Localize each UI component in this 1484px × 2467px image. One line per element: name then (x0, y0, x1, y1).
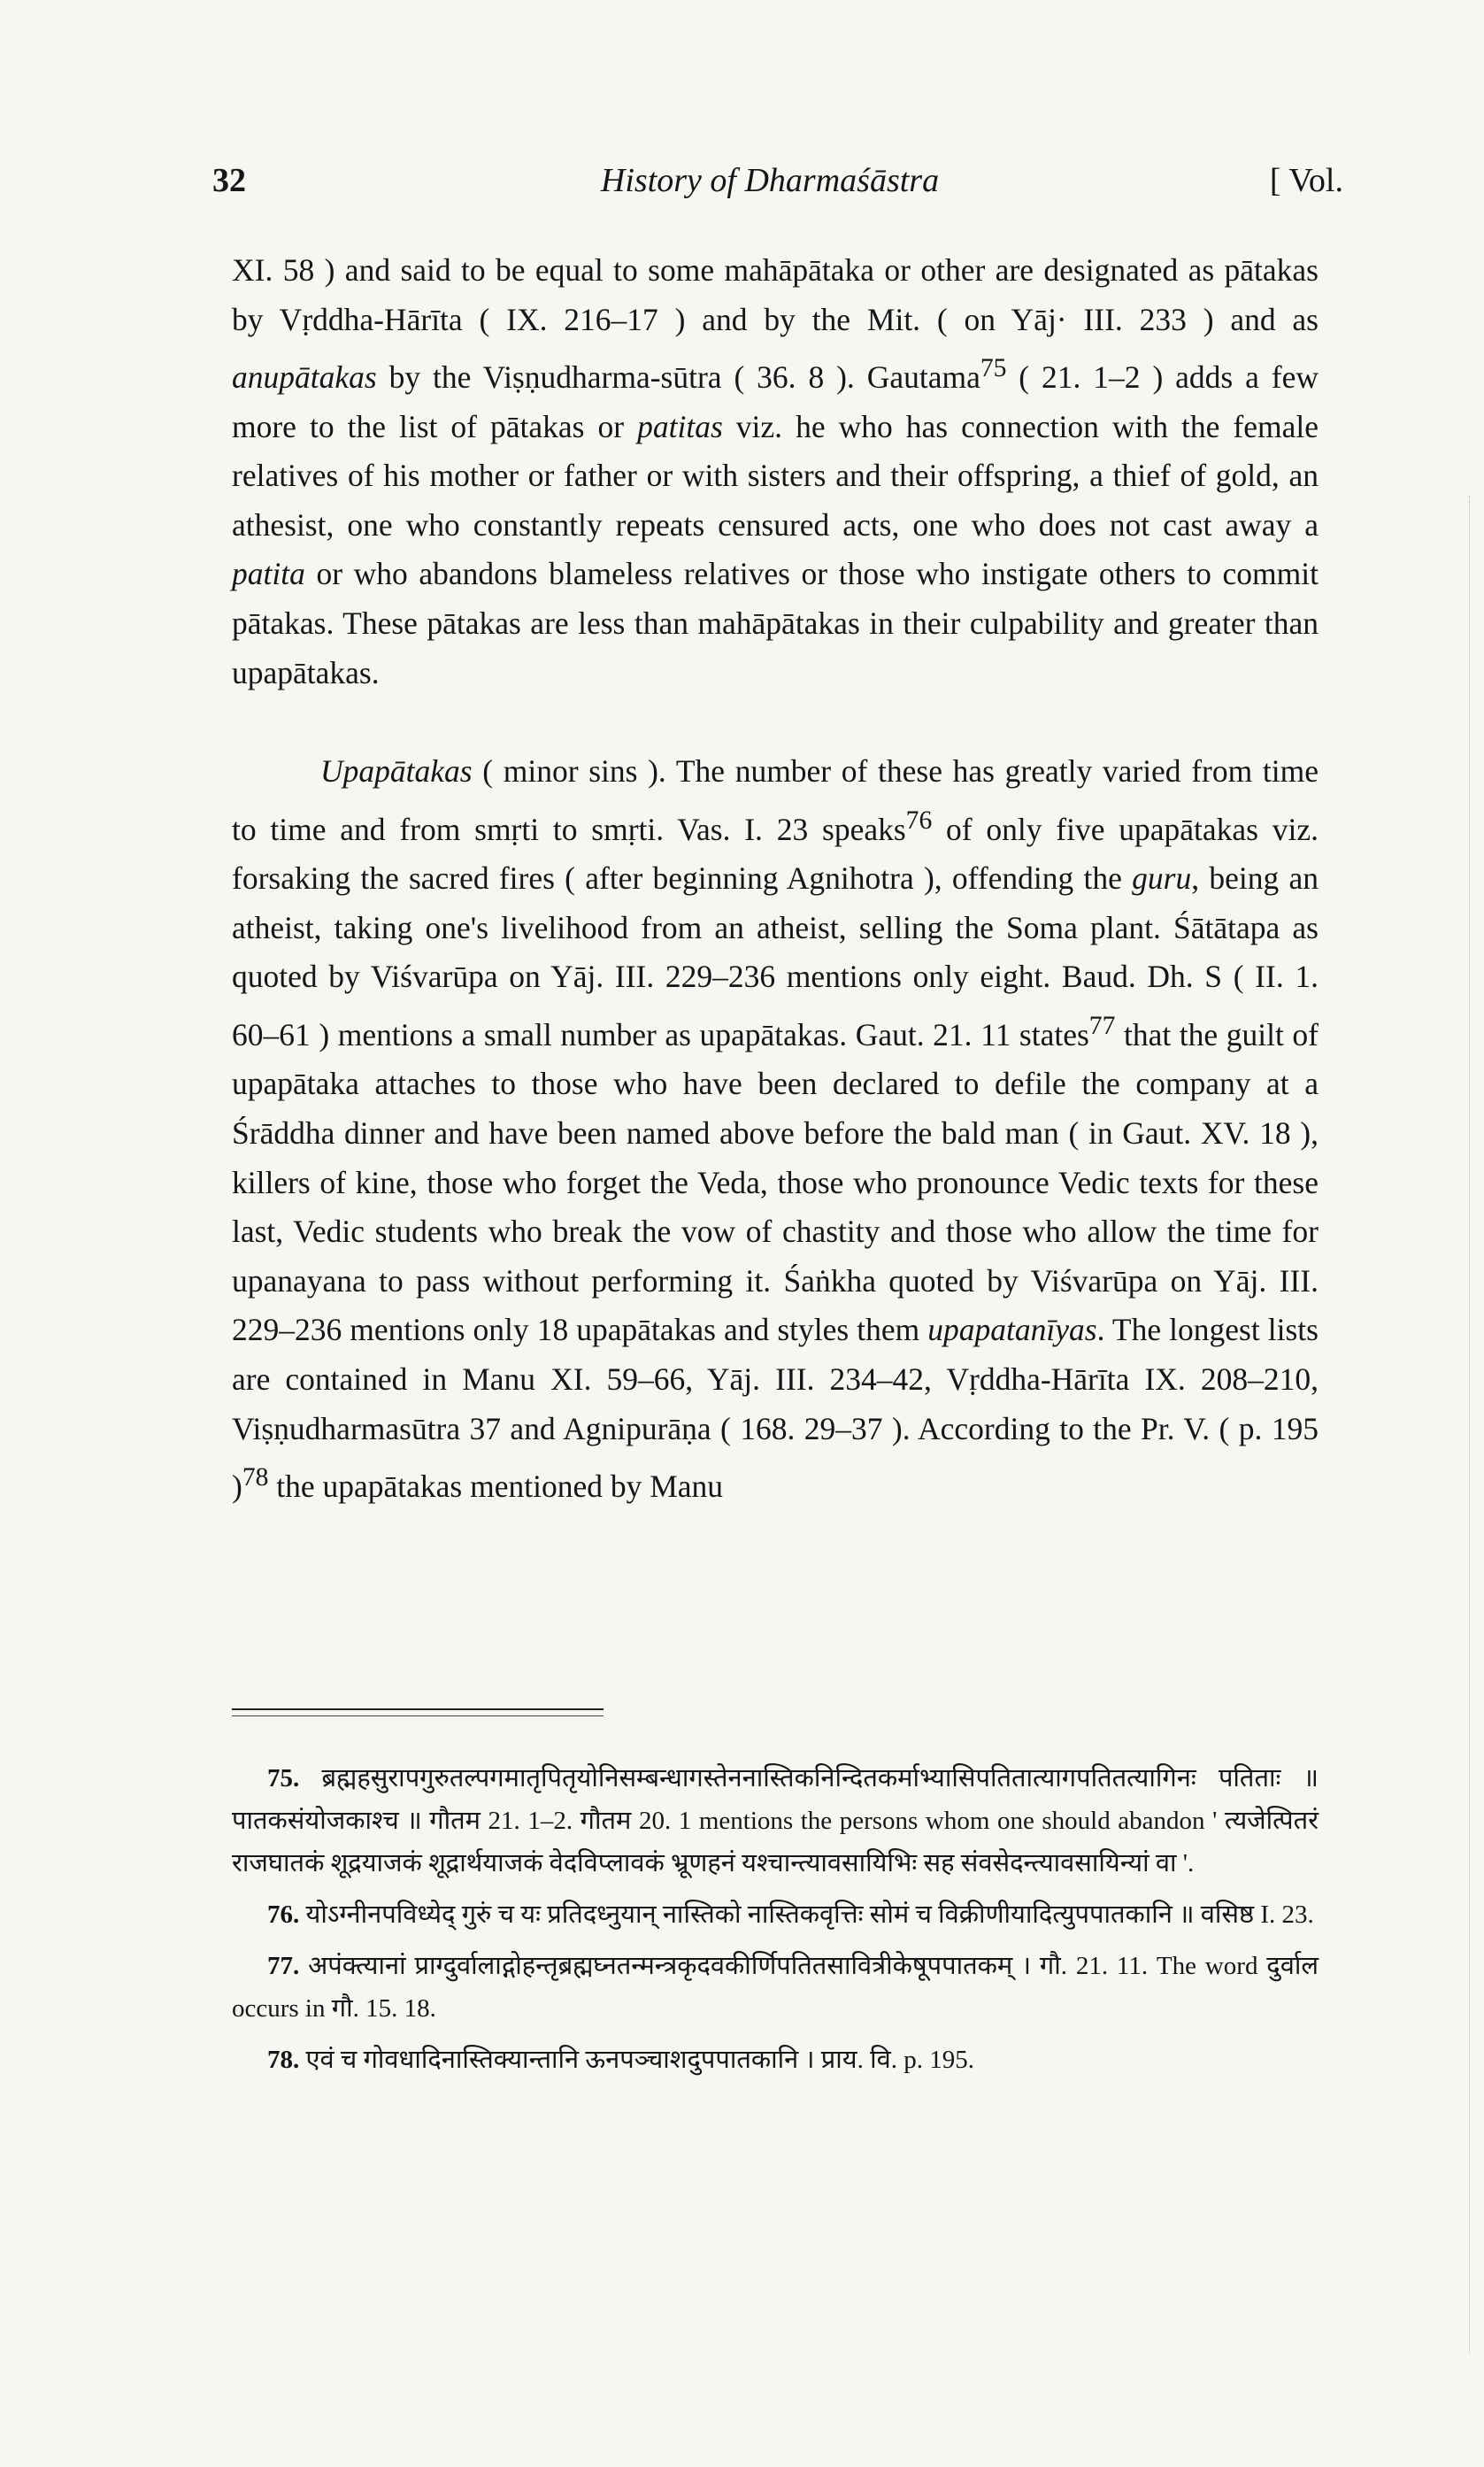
footnote-number: 76. (267, 1900, 300, 1929)
footnote-text: योऽग्नीनपविध्येद् गुरुं च यः प्रतिदध्नुयान् नास्तिको नास्तिकवृत्तिः सोमं च विक्रीणीयादित्युपपातकानि ॥ वसिष्ठ I. 23. (305, 1900, 1314, 1929)
footnote (232, 1757, 1319, 1885)
footnote-number: 77. (267, 1952, 300, 1980)
footnote-text: ब्रह्महसुरापगुरुतल्पगमातृपितृयोनिसम्बन्धागस्तेननास्तिकनिन्दितकर्माभ्यासिपतितात्यागपतितत्यागिनः पतिताः ॥ पातकसंयोजकाश्च ॥ गौतम 21. 1–2. गौतम 20. 1 mentions the persons whom one should abandon ' त्यजेत्पितरं राजघातकं शूद्रयाजकं शूद्रार्थयाजकं वेदविप्लावकं भ्रूणहनं यश्चान्त्यावसायिभिः सह संवसेदन्त्यावसायिन्यां वा '. (232, 1764, 1319, 1877)
page-header (212, 161, 1343, 214)
footnote (232, 1945, 1319, 2030)
page-edge-mark (1469, 496, 1470, 2355)
running-title: History of Dharmaśāstra (600, 162, 940, 199)
footnote (232, 1893, 1319, 1936)
paragraph: XI. 58 ) and said to be equal to some mahāpātaka or other are designated as pātakas by Vṛddha-Hārīta ( IX. 216–17 ) and by the Mit. ( on Yāj· III. 233 ) and as anupātakas by the Viṣṇudharma-sūtra ( 36. 8 ). Gautama$^{75}$ ( 21. 1–2 ) adds a few more to the list of pātakas or patitas viz. he who has connection with the female relatives of his mother or father or with sisters and their offspring, a thief of gold, an athesist, one who constantly repeats censured acts, one who does not cast away a patita or who abandons blameless relatives or those who instigate others to commit pātakas. These pātakas are less than mahāpātakas in their culpability and greater than upapātakas. (232, 252, 1319, 690)
footnote (232, 2039, 1319, 2081)
footnote-separator-thin (232, 1715, 604, 1716)
footnote-separator (232, 1708, 604, 1710)
page-number: 32 (212, 162, 246, 199)
main-text (232, 246, 1319, 1512)
footnote-number: 78. (267, 2046, 300, 2074)
footnotes (232, 1757, 1319, 2090)
footnote-number: 75. (267, 1764, 300, 1792)
paragraph: Upapātakas ( minor sins ). The number of these has greatly varied from time to time and from smṛti to smṛti. Vas. I. 23 speaks$^{76}$ of only five upapātakas viz. forsaking the sacred fires ( after beginning Agnihotra ), offending the guru, being an atheist, taking one's livelihood from an atheist, selling the Soma plant. Śātātapa as quoted by Viśvarūpa on Yāj. III. 229–236 mentions only eight. Baud. Dh. S ( II. 1. 60–61 ) mentions a small number as upapātakas. Gaut. 21. 11 states$^{77}$ that the guilt of upapātaka attaches to those who have been declared to defile the company at a Śrāddha dinner and have been named above before the bald man ( in Gaut. XV. 18 ), killers of kine, those who forget the Veda, those who pronounce Vedic texts for these last, Vedic students who break the vow of chastity and those who allow the time for upanayana to pass without performing it. Śaṅkha quoted by Viśvarūpa on Yāj. III. 229–236 mentions only 18 upapātakas and styles them upapatanīyas. The longest lists are contained in Manu XI. 59–66, Yāj. III. 234–42, Vṛddha-Hārīta IX. 208–210, Viṣṇudharmasūtra 37 and Agnipurāṇa ( 168. 29–37 ). According to the Pr. V. ( p. 195 )$^{78}$ the upapātakas mentioned by Manu (232, 753, 1319, 1504)
footnote-text: एवं च गोवधादिनास्तिक्यान्तानि ऊनपञ्चाशदुपपातकानि । प्राय. वि. p. 195. (305, 2046, 974, 2074)
volume-label: [ Vol. (1269, 162, 1343, 199)
footnote-text: अपंक्त्यानां प्राग्दुर्वालाद्गोहन्तृब्रह्मघ्नतन्मन्त्रकृदवकीर्णिपतितसावित्रीकेषूपपातकम् । गौ. 21. 11. The word दुर्वाल occurs in गौ. 15. 18. (232, 1952, 1319, 2023)
